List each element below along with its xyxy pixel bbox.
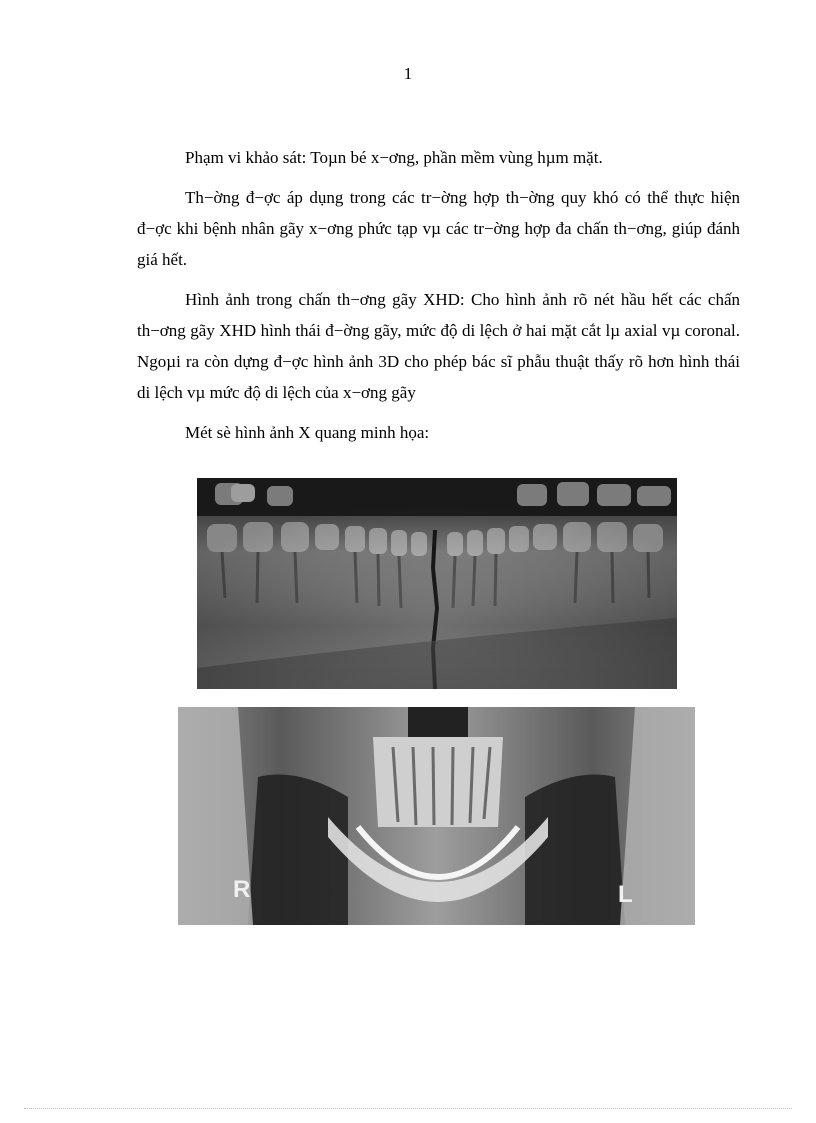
xray-frontal-mandible-icon [178,707,695,925]
footer-divider [24,1108,792,1109]
paragraph-imaging: Hình ảnh trong chấn th−ơng gãy XHD: Cho hình ảnh rõ nét hầu hết các chấn th−ơng gãy XHD hình thái đ−ờng gãy, mức độ di lệch ở hai mặt cắt lµ axial vµ coronal. Ngoµi ra còn dựng đ−ợc hình ảnh 3D cho phép bác sĩ phẫu thuật thấy rõ hơn hình thái di lệch vµ mức độ di lệch của x−ơng gãy [137,290,740,402]
body-text [137,142,740,457]
xray-label-left: L [618,881,633,908]
xray-panoramic-mandible-icon [197,478,677,689]
paragraph-usage: Th−ờng đ−ợc áp dụng trong các tr−ờng hợp th−ờng quy khó có thể thực hiện đ−ợc khi bệnh nhân gãy x−ơng phức tạp vµ các tr−ờng hợp đa chấn th−ơng, giúp đánh giá hết. [137,188,740,269]
page-number: 1 [403,64,413,83]
xray-label-right: R [233,876,251,903]
paragraph-scope: Phạm vi khảo sát: Toµn bé x−ơng, phần mềm vùng hµm mặt. [185,148,603,167]
xray-frontal-image [178,707,695,925]
xray-panoramic-image [197,478,677,689]
paragraph-figure-intro: Mét sè hình ảnh X quang minh họa: [185,423,430,442]
